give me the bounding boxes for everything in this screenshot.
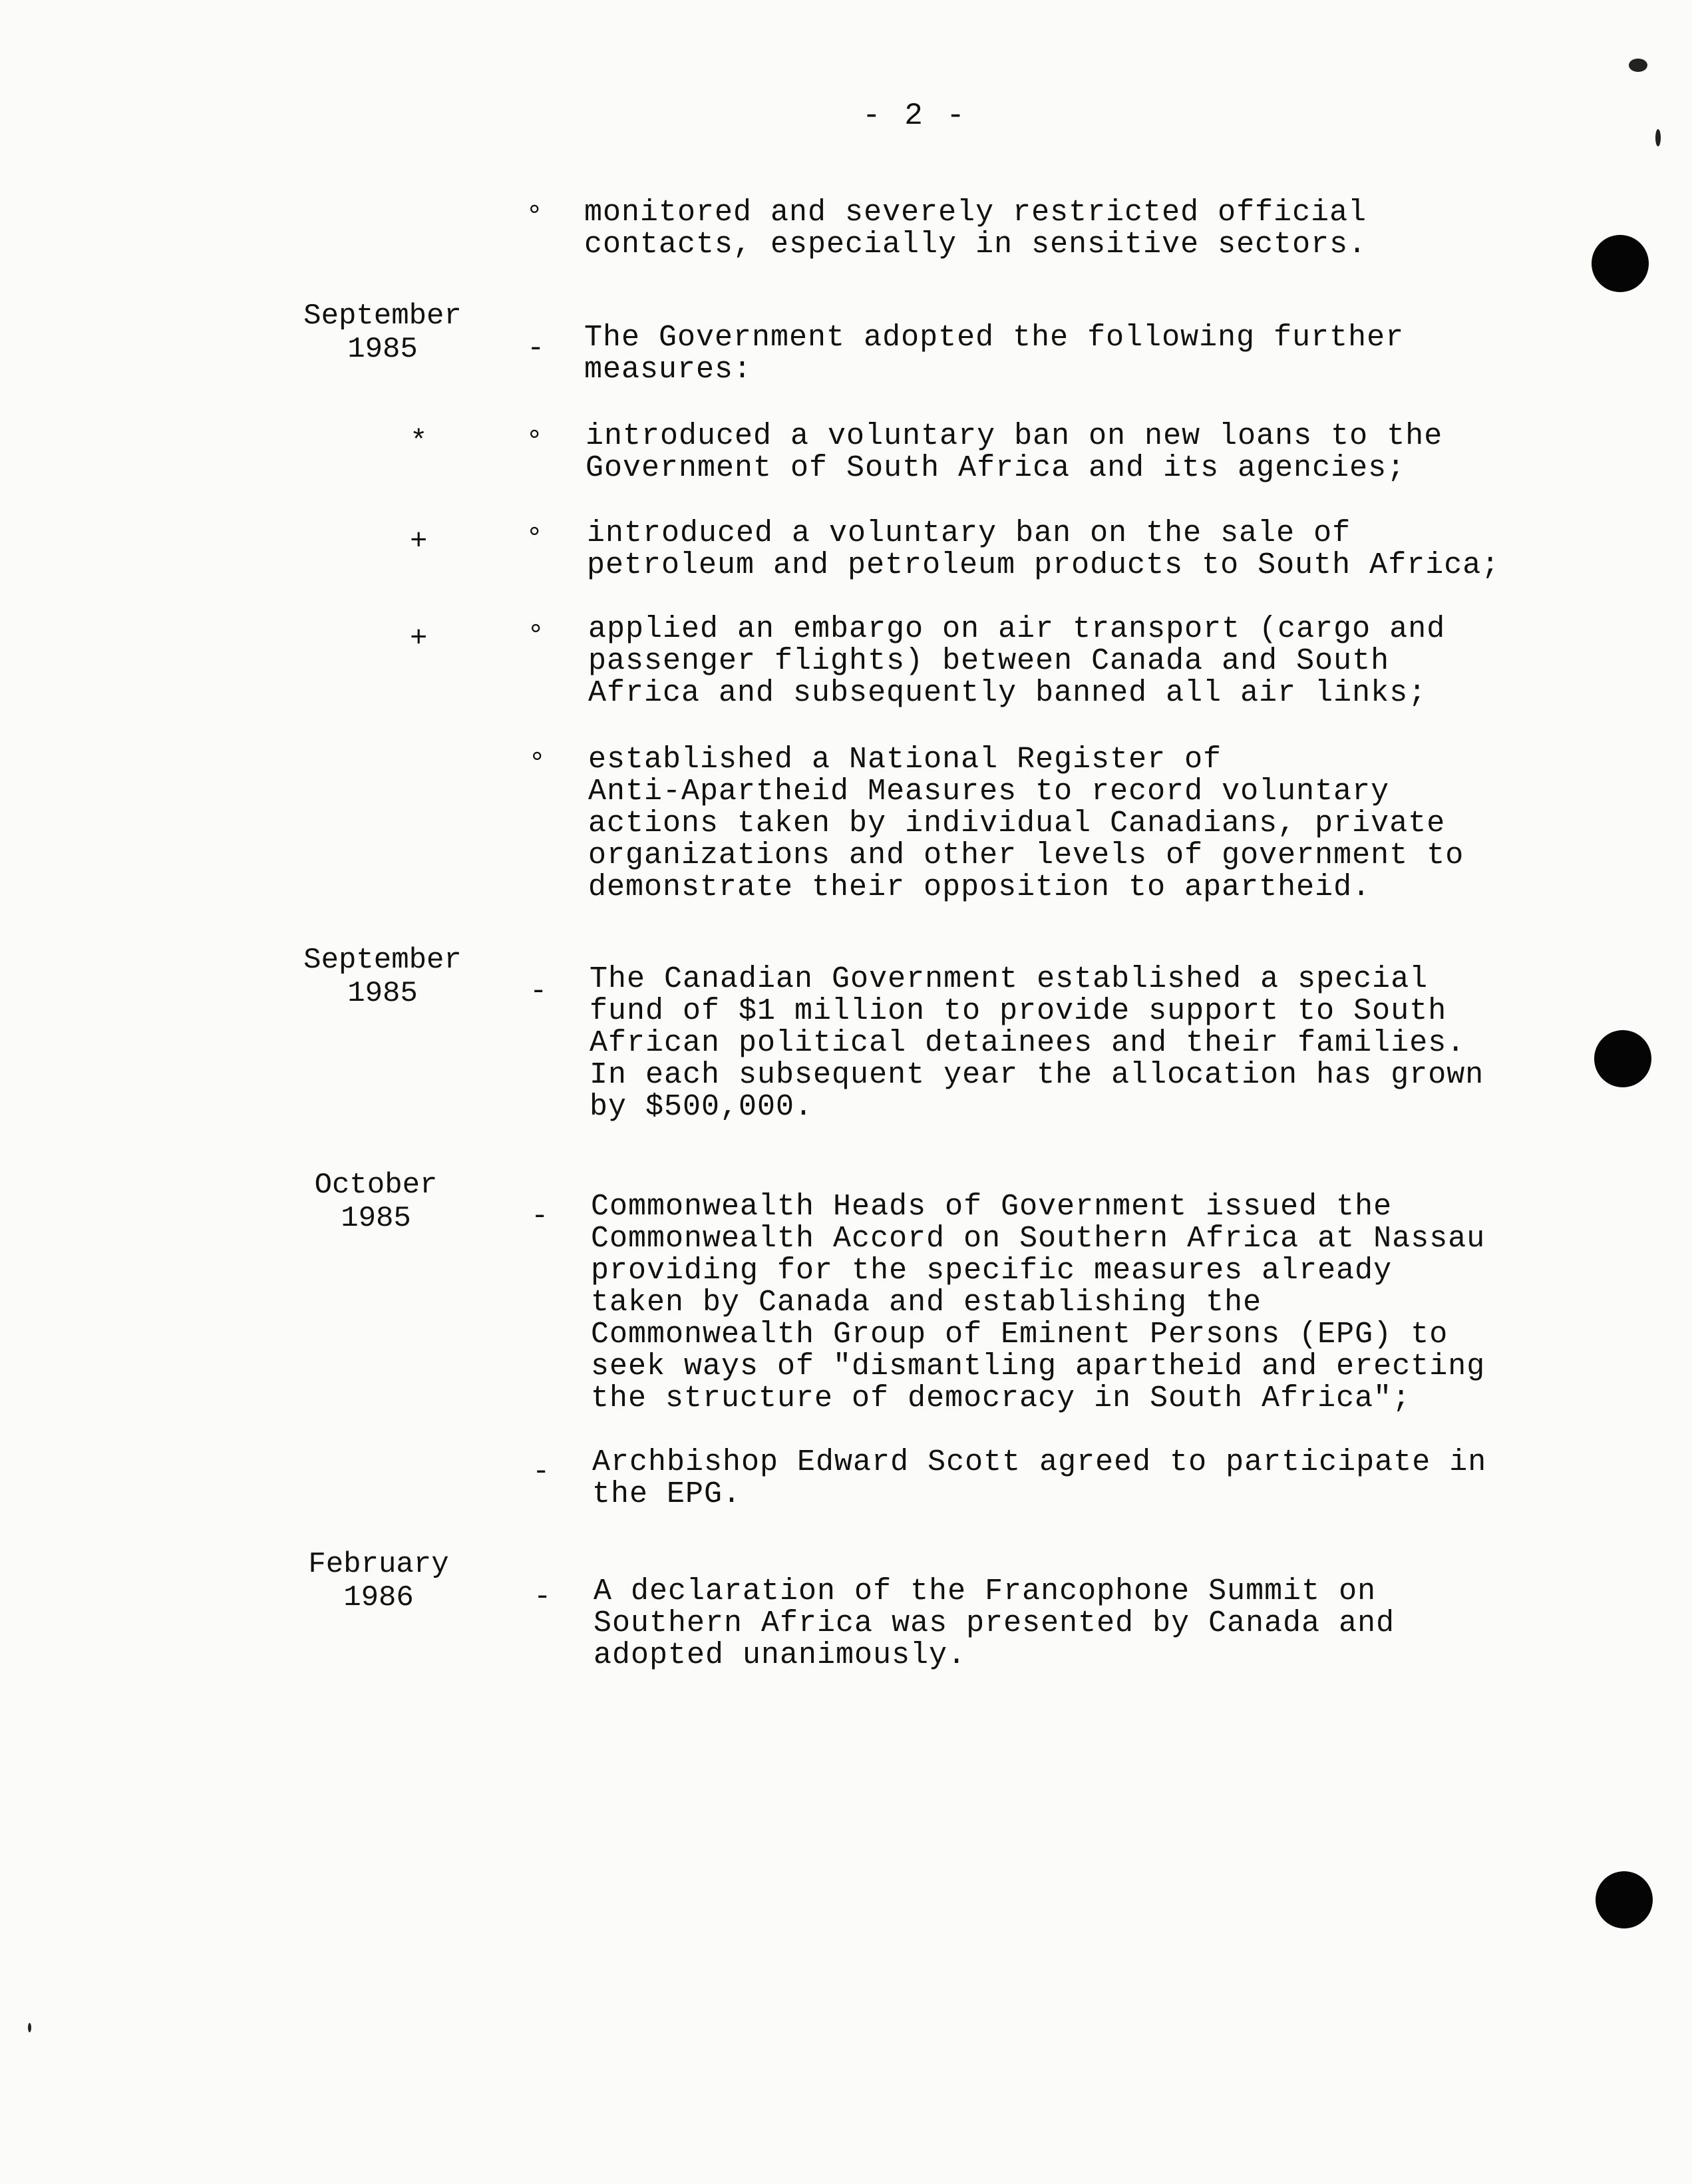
entry-text: The Canadian Government established a special fund of $1 million to provide support to South African political detainees and their families. In each subsequent year the allocation has grown by $500,000. xyxy=(590,962,1484,1124)
bullet-marker: ° xyxy=(528,747,546,781)
bullet-marker: ° xyxy=(527,620,545,653)
punch-hole xyxy=(1596,1871,1653,1928)
punch-hole xyxy=(1594,1030,1651,1087)
entry-text: monitored and severely restricted official contacts, especially in sensitive sectors. xyxy=(584,196,1367,262)
side-marker: + xyxy=(410,622,428,655)
dash-marker: - xyxy=(534,1580,552,1614)
entry-text: applied an embargo on air transport (cargo and passenger flights) between Canada and South Africa and subsequently banned all air links; xyxy=(588,612,1446,710)
punch-hole xyxy=(1592,235,1649,292)
entry-text: introduced a voluntary ban on the sale of petroleum and petroleum products to South Africa; xyxy=(587,516,1500,582)
dash-marker: - xyxy=(532,1455,550,1489)
entry-text: Archbishop Edward Scott agreed to participate in the EPG. xyxy=(592,1445,1487,1511)
scan-speck xyxy=(1629,59,1647,72)
entry-date: February 1986 xyxy=(308,1548,449,1614)
dash-marker: - xyxy=(530,975,548,1008)
bullet-marker: ° xyxy=(526,425,544,458)
entry-text: The Government adopted the following further measures: xyxy=(584,321,1405,387)
scan-speck xyxy=(1655,129,1661,146)
bullet-marker: ° xyxy=(526,200,544,234)
entry-date: September 1985 xyxy=(303,299,462,366)
entry-date: September 1985 xyxy=(303,944,462,1010)
entry-text: Commonwealth Heads of Government issued the Commonwealth Accord on Southern Africa at Nassau providing for the specific measures already taken by Canada and establishing the Commonwealth Group of Eminent Persons (EPG) to seek ways of "dismantling apartheid and erecting the structure of democracy in South Africa"; xyxy=(591,1190,1486,1415)
entry-text: established a National Register of Anti-Apartheid Measures to record voluntary actions taken by individual Canadians, private organizations and other levels of government to demonstrate their opposition to apartheid. xyxy=(588,743,1464,904)
side-marker: + xyxy=(410,525,428,558)
dash-marker: - xyxy=(527,332,545,365)
entry-text: introduced a voluntary ban on new loans to the Government of South Africa and its agencies; xyxy=(586,419,1443,485)
bullet-marker: ° xyxy=(526,522,544,556)
page-number: - 2 - xyxy=(862,98,968,133)
scan-speck xyxy=(28,2023,31,2032)
entry-date: October 1985 xyxy=(314,1169,438,1235)
side-marker: * xyxy=(410,425,428,458)
dash-marker: - xyxy=(531,1200,549,1233)
entry-text: A declaration of the Francophone Summit on Southern Africa was presented by Canada and adopted unanimously. xyxy=(593,1574,1395,1672)
